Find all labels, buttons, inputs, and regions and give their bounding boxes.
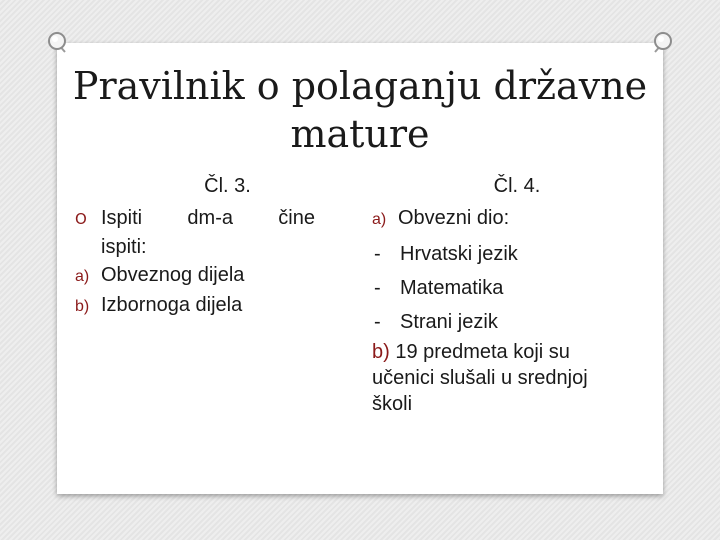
intro-continuation: ispiti: [101,236,147,258]
subject-text: Hrvatski jezik [400,243,518,265]
list-item-text: Obvezni dio: [398,207,510,229]
subject-text: Matematika [400,277,504,299]
list-marker: a) [372,211,387,228]
intro-word: Ispiti [101,207,143,229]
list-marker: a) [75,268,90,285]
dash-marker: - [374,311,381,333]
list-marker: b) [372,341,390,363]
list-item-text: Obveznog dijela [101,264,245,286]
list-marker: b) [75,298,90,315]
list-item-text: Izbornoga dijela [101,294,243,316]
dash-marker: - [374,277,381,299]
subject-item [372,240,632,268]
intro-line [101,204,315,232]
article-4-heading: Čl. 4. [493,175,541,197]
subject-item [372,308,632,336]
list-item [75,291,350,321]
pushpin-icon [650,30,674,54]
subject-text: Strani jezik [400,311,498,333]
intro-word: dm-a [187,207,233,229]
list-item [75,261,350,291]
item-b [372,339,632,417]
item-b-text: 19 predmeta koji su učenici slušali u srednjoj školi [372,341,588,415]
dash-marker: - [374,243,381,265]
article-3-heading: Čl. 3. [204,175,251,197]
slide-title: Pravilnik o polaganju državne mature [72,64,648,156]
pushpin-icon [46,30,70,54]
bullet-marker: O [75,210,87,228]
article-4-column [372,172,632,417]
intro-word: čine [278,207,315,229]
subject-item [372,274,632,302]
list-item [372,204,632,234]
intro-bullet [75,204,350,233]
article-3-column [75,172,350,321]
